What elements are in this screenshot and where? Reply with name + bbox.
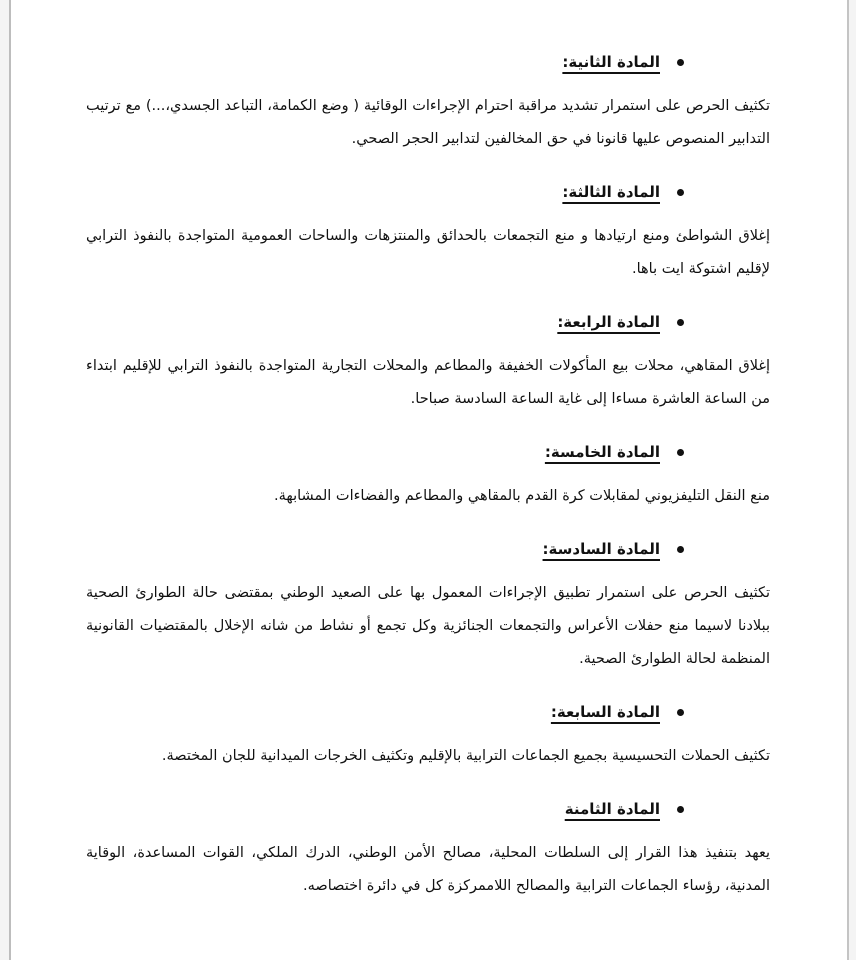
article-title: المادة السابعة: [550, 703, 660, 721]
article-heading [86, 438, 770, 466]
article-title: المادة الثانية: [562, 53, 660, 71]
article-title: المادة الثامنة [564, 800, 660, 818]
article-title: المادة الثالثة: [562, 183, 660, 201]
bullet-icon [677, 806, 684, 813]
bullet-icon [677, 546, 684, 553]
article-title: المادة الرابعة: [557, 313, 660, 331]
article-heading [86, 308, 770, 336]
article-8 [86, 795, 770, 903]
article-7 [86, 698, 770, 773]
document-body [86, 48, 770, 925]
bullet-icon [677, 59, 684, 66]
article-2 [86, 48, 770, 156]
article-heading [86, 795, 770, 823]
article-text: تكثيف الحرص على استمرار تطبيق الإجراءات المعمول بها على الصعيد الوطني بمقتضى حالة الطوارئ الصحية ببلادنا لاسيما منع حفلات الأعراس والتجمعات الجنائزية وكل تجمع أو نشاط من شانه الإخلال بالمقتضيات القانونية المنظمة لحالة الطوارئ الصحية. [86, 585, 770, 667]
article-3 [86, 178, 770, 286]
article-text: منع النقل التليفزيوني لمقابلات كرة القدم بالمقاهي والمطاعم والفضاءات المشابهة. [274, 488, 770, 504]
bullet-icon [677, 319, 684, 326]
article-text: إغلاق المقاهي، محلات بيع المأكولات الخفيفة والمطاعم والمحلات التجارية المتواجدة بالنفوذ الترابي للإقليم ابتداء من الساعة العاشرة مساءا إلى غاية الساعة السادسة صباحا. [86, 358, 770, 407]
article-5 [86, 438, 770, 513]
article-text: إغلاق الشواطئ ومنع ارتيادها و منع التجمعات بالحدائق والمنتزهات والساحات العمومية المتواجدة بالنفوذ الترابي لإقليم اشتوكة ايت باها. [86, 228, 770, 277]
article-6 [86, 535, 770, 676]
article-heading [86, 698, 770, 726]
article-4 [86, 308, 770, 416]
article-heading [86, 178, 770, 206]
article-text: يعهد بتنفيذ هذا القرار إلى السلطات المحلية، مصالح الأمن الوطني، الدرك الملكي، القوات المساعدة، الوقاية المدنية، رؤساء الجماعات الترابية والمصالح اللاممركزة كل في دائرة اختصاصه. [86, 845, 770, 894]
article-title: المادة السادسة: [542, 540, 660, 558]
article-text: تكثيف الحرص على استمرار تشديد مراقبة احترام الإجراءات الوقائية ( وضع الكمامة، التباعد الجسدي،...) مع ترتيب التدابير المنصوص عليها قانونا في حق المخالفين لتدابير الحجر الصحي. [86, 98, 770, 147]
page-margin-right [849, 0, 856, 960]
bullet-icon [677, 709, 684, 716]
bullet-icon [677, 449, 684, 456]
article-title: المادة الخامسة: [544, 443, 660, 461]
article-heading [86, 535, 770, 563]
bullet-icon [677, 189, 684, 196]
article-text: تكثيف الحملات التحسيسية بجميع الجماعات الترابية بالإقليم وتكثيف الخرجات الميدانية للجان المختصة. [161, 748, 770, 764]
article-heading [86, 48, 770, 76]
page-margin-left [0, 0, 9, 960]
page-border-left [9, 0, 11, 960]
